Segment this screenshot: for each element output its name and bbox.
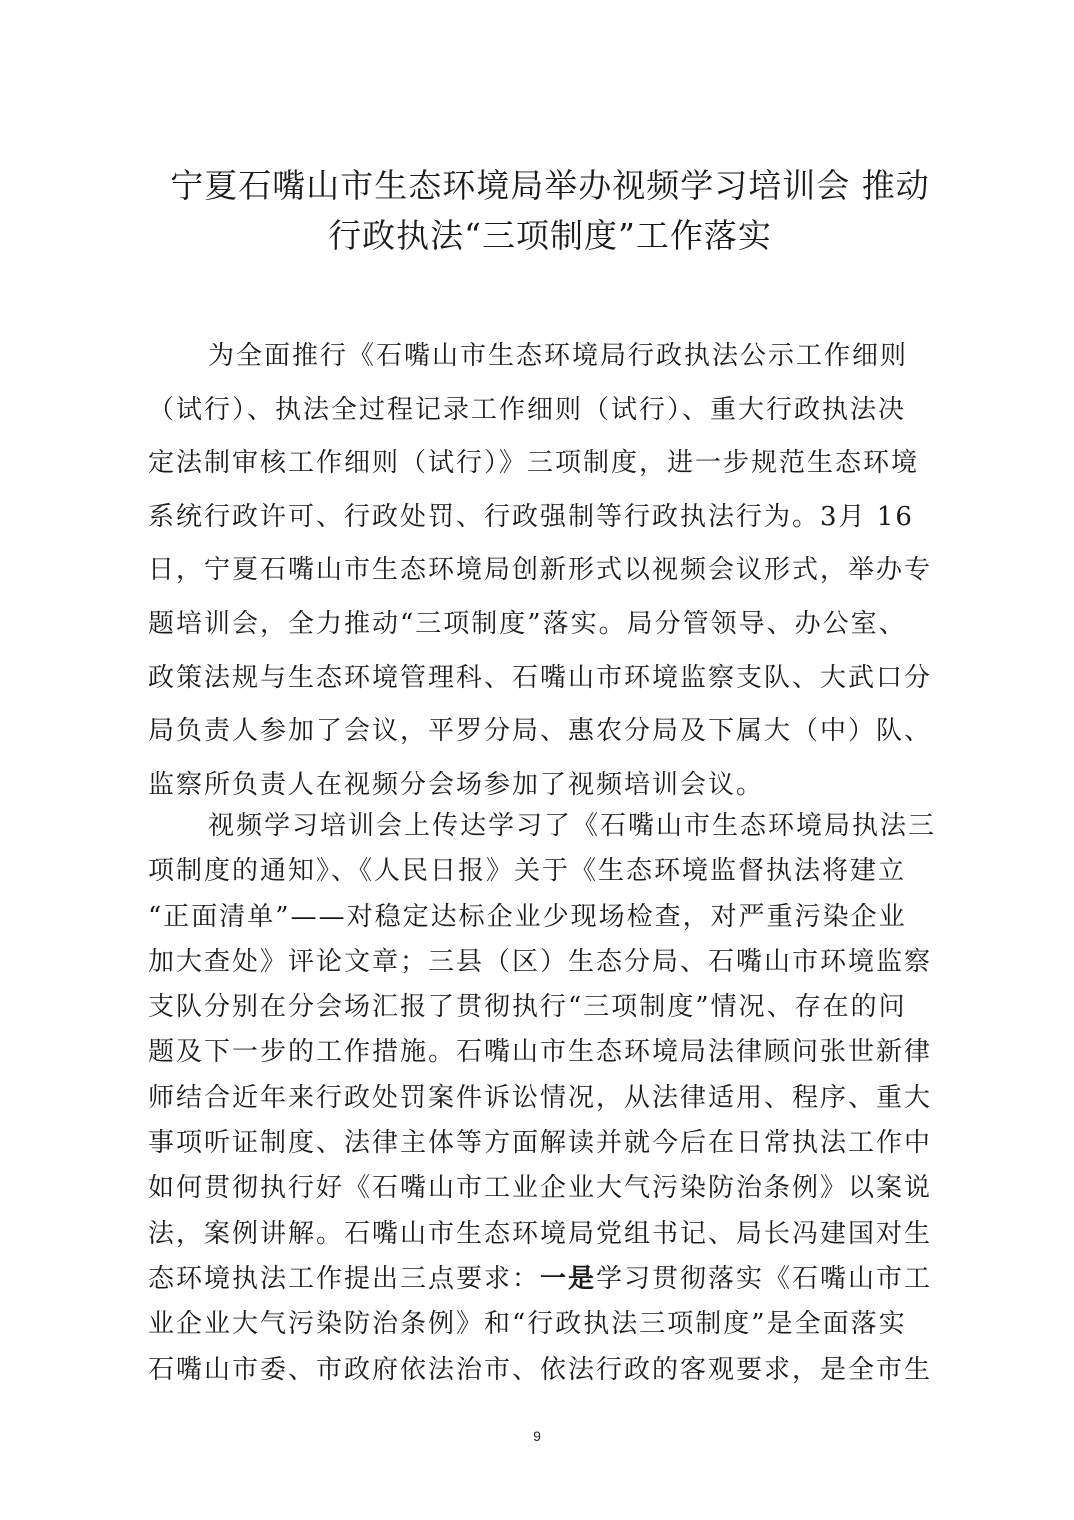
paragraph-line: 师结合近年来行政处罚案件诉讼情况，从法律适用、程序、重大 (148, 1082, 933, 1113)
line-suffix: 学习贯彻落实《石嘴山市工 (596, 1263, 933, 1294)
paragraph-line: 支队分别在分会场汇报了贯彻执行“三项制度”情况、存在的问 (148, 992, 907, 1023)
paragraph-line: “正面清单”——对稳定达标企业少现场检查，对严重污染企业 (148, 901, 907, 932)
paragraph-line: 题及下一步的工作措施。石嘴山市生态环境局法律顾问张世新律 (148, 1037, 933, 1068)
paragraph-line: 政策法规与生态环境管理科、石嘴山市环境监察支队、大武口分 (148, 662, 933, 693)
paragraph-line: 业企业大气污染防治条例》和“行政执法三项制度”是全面落实 (148, 1309, 907, 1340)
paragraph-line: 局负责人参加了会议，平罗分局、惠农分局及下属大（中）队、 (148, 716, 933, 747)
paragraph-line-with-emphasis (148, 1257, 948, 1302)
paragraph-line: 如何贯彻执行好《石嘴山市工业企业大气污染防治条例》以案说 (148, 1173, 933, 1204)
paragraph-line: 法，案例讲解。石嘴山市生态环境局党组书记、局长冯建国对生 (148, 1218, 933, 1249)
document-title-line-2: 行政执法“三项制度”工作落实 (328, 216, 772, 255)
paragraph-line: 项制度的通知》、《人民日报》关于《生态环境监督执法将建立 (148, 856, 907, 887)
emphasis-first-point: 一是 (540, 1263, 597, 1294)
paragraph-line: 事项听证制度、法律主体等方面解读并就今后在日常执法工作中 (148, 1128, 933, 1159)
paragraph-line: 视频学习培训会上传达学习了《石嘴山市生态环境局执法三 (208, 811, 937, 841)
line-prefix: 态环境执法工作提出三点要求： (148, 1263, 541, 1294)
document-title-line-1: 宁夏石嘴山市生态环境局举办视频学习培训会 推动 (170, 166, 930, 205)
paragraph-line: 题培训会，全力推动“三项制度”落实。局分管领导、办公室、 (148, 608, 907, 639)
paragraph-line: 监察所负责人在视频分会场参加了视频培训会议。 (148, 769, 765, 800)
paragraph-1 (148, 330, 948, 812)
paragraph-line: 加大查处》评论文章；三县（区）生态分局、石嘴山市环境监察 (148, 946, 933, 977)
paragraph-line: 石嘴山市委、市政府依法治市、依法行政的客观要求，是全市生 (148, 1354, 933, 1385)
paragraph-line: 为全面推行《石嘴山市生态环境局行政执法公示工作细则 (208, 341, 909, 371)
page-number: 9 (533, 1428, 541, 1444)
paragraph-line: 日，宁夏石嘴山市生态环境局创新形式以视频会议形式，举办专 (148, 555, 933, 586)
paragraph-line: 系统行政许可、行政处罚、行政强制等行政执法行为。3月 16 (148, 501, 914, 532)
paragraph-2 (148, 804, 948, 1393)
paragraph-line: 定法制审核工作细则（试行）》三项制度，进一步规范生态环境 (148, 448, 920, 479)
paragraph-line: （试行）、执法全过程记录工作细则（试行）、重大行政执法决 (148, 394, 907, 425)
